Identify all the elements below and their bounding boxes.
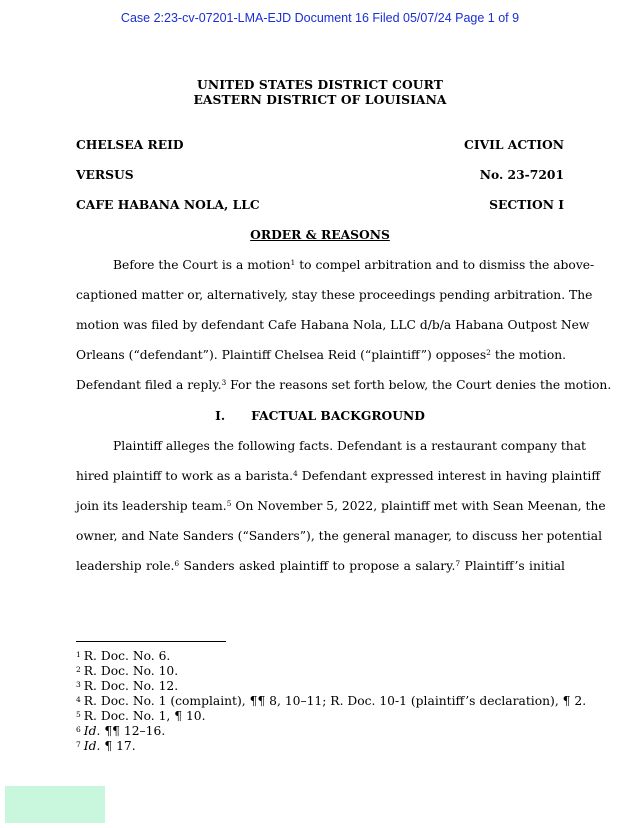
section-title: FACTUAL BACKGROUND <box>251 408 425 423</box>
ecf-header-stamp: Case 2:23-cv-07201-LMA-EJD Document 16 Filed 05/07/24 Page 1 of 9 <box>120 11 520 25</box>
caption-plaintiff: CHELSEA REID <box>76 137 184 152</box>
footnote-ref-4[interactable]: 4 <box>293 469 298 478</box>
caption-case-number: No. 23-7201 <box>479 167 564 182</box>
intro-line-1: Before the Court is a motion$^1$ to compel arbitration and to dismiss the above- <box>113 258 595 272</box>
intro-line-5: Defendant filed a reply.$^3$ For the reasons set forth below, the Court denies the motion. <box>76 378 612 392</box>
court-name-line1: UNITED STATES DISTRICT COURT <box>197 77 443 92</box>
footnote-ref-5[interactable]: 5 <box>226 499 232 508</box>
footnote-ref-3[interactable]: 3 <box>221 378 227 387</box>
footnote-ref-6[interactable]: 6 <box>174 559 180 568</box>
court-name-line2: EASTERN DISTRICT OF LOUISIANA <box>193 92 447 107</box>
intro-line-3: motion was filed by defendant Cafe Habana Nola, LLC d/b/a Habana Outpost New <box>76 318 590 332</box>
order-title: ORDER & REASONS <box>250 227 390 242</box>
section-heading-factual-background <box>0 408 640 423</box>
facts-line-5: leadership role.$^6$ Sanders asked plaintiff to propose a salary.$^7$ Plaintiff’s initial <box>76 559 565 573</box>
caption-section: SECTION I <box>489 197 564 212</box>
footnote-4: $^4$ R. Doc. No. 1 (complaint), ¶¶ 8, 10–11; R. Doc. 10-1 (plaintiff’s declaration), ¶ 2. <box>76 694 587 708</box>
intro-line-4: Orleans (“defendant”). Plaintiff Chelsea Reid (“plaintiff”) opposes$^2$ the motion. <box>76 348 567 362</box>
facts-line-3: join its leadership team.$^5$ On November 5, 2022, plaintiff met with Sean Meenan, the <box>76 499 606 513</box>
footnote-6: $^6$ Id. ¶¶ 12–16. <box>76 724 166 738</box>
footnote-2: $^2$ R. Doc. No. 10. <box>76 664 179 678</box>
footnote-1: $^1$ R. Doc. No. 6. <box>76 649 171 663</box>
caption-defendant: CAFE HABANA NOLA, LLC <box>76 197 260 212</box>
footnote-separator <box>76 641 226 642</box>
highlight-box <box>5 786 105 823</box>
caption-action: CIVIL ACTION <box>464 137 564 152</box>
section-number: I. <box>215 408 226 423</box>
footnote-ref-2[interactable]: 2 <box>486 348 491 357</box>
facts-line-1: Plaintiff alleges the following facts. Defendant is a restaurant company that <box>113 439 586 453</box>
footnote-ref-7[interactable]: 7 <box>455 559 461 568</box>
caption-versus: VERSUS <box>76 167 134 182</box>
footnote-5: $^5$ R. Doc. No. 1, ¶ 10. <box>76 709 206 723</box>
facts-line-2: hired plaintiff to work as a barista.$^4$ Defendant expressed interest in having plaintiff <box>76 469 601 483</box>
facts-line-4: owner, and Nate Sanders (“Sanders”), the general manager, to discuss her potential <box>76 529 603 543</box>
footnote-7: $^7$ Id. ¶ 17. <box>76 739 136 753</box>
intro-line-2: captioned matter or, alternatively, stay these proceedings pending arbitration. The <box>76 288 593 302</box>
footnote-ref-1[interactable]: 1 <box>290 258 296 267</box>
footnote-3: $^3$ R. Doc. No. 12. <box>76 679 179 693</box>
